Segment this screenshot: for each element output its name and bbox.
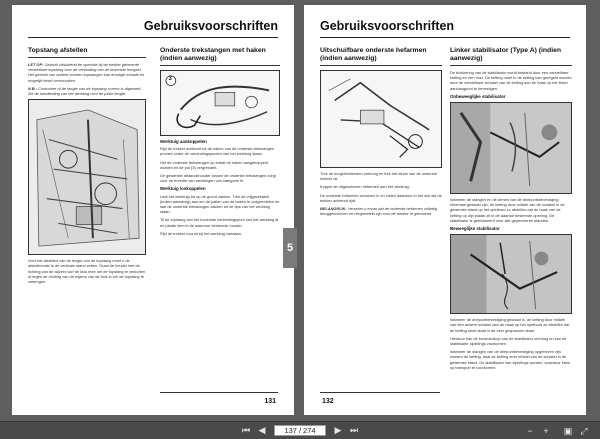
page-separator: /	[298, 426, 302, 435]
subsection-title: Werktuig loskoppelen	[160, 186, 206, 192]
subsection-title: Werktuig aankoppelen	[160, 139, 207, 144]
page-number: 131	[264, 398, 276, 405]
next-page-button[interactable]: ▶	[334, 425, 342, 435]
paragraph: Wanneer de driepuntbevestiging gedaald is, de ketting door middel van één andere schakel aan de haak op het opetbord zo afstellen dat de ketting strak staat in de veer gespannen staat.	[450, 317, 570, 333]
lower-arm-figure	[320, 70, 442, 168]
note-paragraph	[28, 86, 146, 96]
viewer-toolbar	[0, 421, 600, 439]
subsection-title: Beweeglijke stabilisator	[450, 226, 500, 232]
paragraph: De blokkering van de stabilisator wordt bestand door een verstelbare ketting en een veer. De ketting moet in de ketting kan geregeld worden door de verstelbare schakel van de ketting aan de haak op het linker aanhangpunt te bevestigen.	[450, 70, 572, 91]
prev-page-button[interactable]: ◀	[258, 425, 266, 435]
zoom-out-icon[interactable]: −	[527, 426, 533, 436]
last-page-button[interactable]: ⏭	[349, 425, 359, 435]
note-text: Controleer of de lengte van de topstang correct is afgesteld. Zie de handleiding van het werktuig voor de juiste lengte.	[28, 85, 142, 97]
first-page-button[interactable]: ⏮	[241, 425, 251, 435]
movable-stabilizer-photo	[450, 234, 572, 314]
paragraph: Koppel de uitgeschoven hefarmen aan het werktuig.	[320, 184, 410, 190]
figure-callout-number: 3	[168, 76, 172, 82]
section-title: Linker stabilisator (Type A) (indien aanwezig)	[450, 47, 572, 66]
warning-text: Gebruik uitsluitend de speciale bij de trekker geleverde verstelbare topstang voor de verbinding van de bovenste hengsel. Het gebruik van andere soorten topstangen kan ernstige schade en mogelijk letsel veroorzaken.	[28, 62, 145, 83]
note-label: N.B.:	[28, 85, 38, 91]
left-column	[320, 47, 442, 219]
section-title: Onderste trekstangen met haken (indien aanwezig)	[160, 47, 280, 66]
footer-rule	[160, 392, 278, 393]
paragraph: Rijd de trekker vooruit bij het werktuig vandaan.	[160, 230, 242, 236]
subsection-title: Onbeweeglijke stabilisator	[450, 93, 506, 99]
warning-label: LET OP:	[28, 62, 44, 67]
paragraph: Laat het werktuig tot op de grond zakken. Trek de vrijgavekabel (indien aanwezig) aan om de pallen van de haken te ontgrendelen en laat de onderste trekstangen zakken tot de tips van het werktuig staan.	[160, 193, 280, 215]
hook-figure	[160, 70, 280, 136]
paragraph: Wanneer de stangen en de armen van de driepuntsbevestiging helemaal gedaald zijn, de ketting door middel van de schakel in de gewenste stand op het opetbord zo afstellen dat de haak van de ketting op zijn plaats zit in de daartoe bestemde opening. De stabilisator is geblokkeerd voor alle gepeniveren standen.	[450, 197, 565, 223]
paragraph: Hierdoor kan de bovenkolkop van de stabilisator omhoog en kan de stabilisator zijdelings voorkomen.	[450, 335, 567, 347]
important-text: Verzeker u ervan dat de onderste hefarmen volledig teruggeschoven en vergrendeld zijn voor de trekker te gebruiken.	[320, 206, 438, 217]
section-title: Topstang afstellen	[28, 47, 146, 58]
toolbar-right-controls	[522, 425, 592, 437]
paragraph: De gewenste afstandshouder tussen de onderste trekstangen zorgt voor de breedte van werktuigen van categorie III.	[160, 173, 276, 184]
important-label: BELANGRIJK:	[320, 206, 347, 212]
page-header: Gebruiksvoorschriften	[320, 19, 455, 33]
current-page-number: 137	[284, 426, 297, 435]
fit-page-icon[interactable]: ▣	[563, 425, 573, 436]
paragraph: Hef de onderste trekstangen op totdat de haken aangekoppeld worden en de pal (3) vergrendelt.	[160, 159, 268, 170]
warning-paragraph	[28, 62, 146, 83]
tractor-linkage-figure	[28, 99, 146, 255]
total-pages: 274	[303, 426, 316, 435]
paragraph: Til de topstang van het bovenste verbindingspunt van het werktuig af en plaats hem in de daarvoor bestemde houder.	[160, 217, 279, 228]
page-indicator[interactable]	[274, 425, 326, 436]
paragraph: De onderste hefarmen schuiven in en vallen daardoor in het slot als de trekker achteruit rijdt.	[320, 192, 442, 203]
body-paragraph: Voor het afstellen van de lengte van de topstang moet u de afsluithendel in de verticale stand zetten. Draai de hendel met de richting van de wijzers van de klok mee om de topstang te verkorten of tegen de richting van de wijzers van de klok in om de topstang te verlengen.	[28, 258, 146, 285]
fullscreen-icon[interactable]: ⤢	[580, 425, 588, 436]
fixed-stabilizer-photo	[450, 102, 572, 194]
right-column	[450, 47, 572, 373]
paragraph: Wanneer de stangen van de driepuntbevestiging opgeheven zijn, worden de ketting, daal de ketting door middel van de schakel in de gewenste stand. De stabilisator kan zijdelings worden, waardoor kans op transport te voorkomen.	[450, 349, 571, 370]
left-column	[28, 47, 146, 287]
chapter-tab: 5	[283, 228, 297, 268]
important-note	[320, 206, 442, 216]
header-rule	[28, 37, 278, 38]
section-title: Uitschuifbare onderste hefarmen (indien aanwezig)	[320, 47, 442, 66]
footer-rule	[320, 392, 440, 393]
paragraph: Trek de borgklimstenden omhoog en trek het einde van de onderste hefarm uit.	[320, 171, 437, 182]
page-131	[12, 5, 294, 415]
right-column	[160, 47, 280, 239]
page-number: 132	[322, 398, 334, 405]
paragraph: Rijd de trekker achteruit tot de haken van de onderste trekstangen precies onder de verbindingspunten van het werktuig staan.	[160, 146, 274, 157]
page-header: Gebruiksvoorschriften	[143, 19, 278, 33]
page-132	[304, 5, 586, 415]
header-rule	[320, 37, 570, 38]
zoom-in-icon[interactable]: +	[543, 426, 549, 436]
